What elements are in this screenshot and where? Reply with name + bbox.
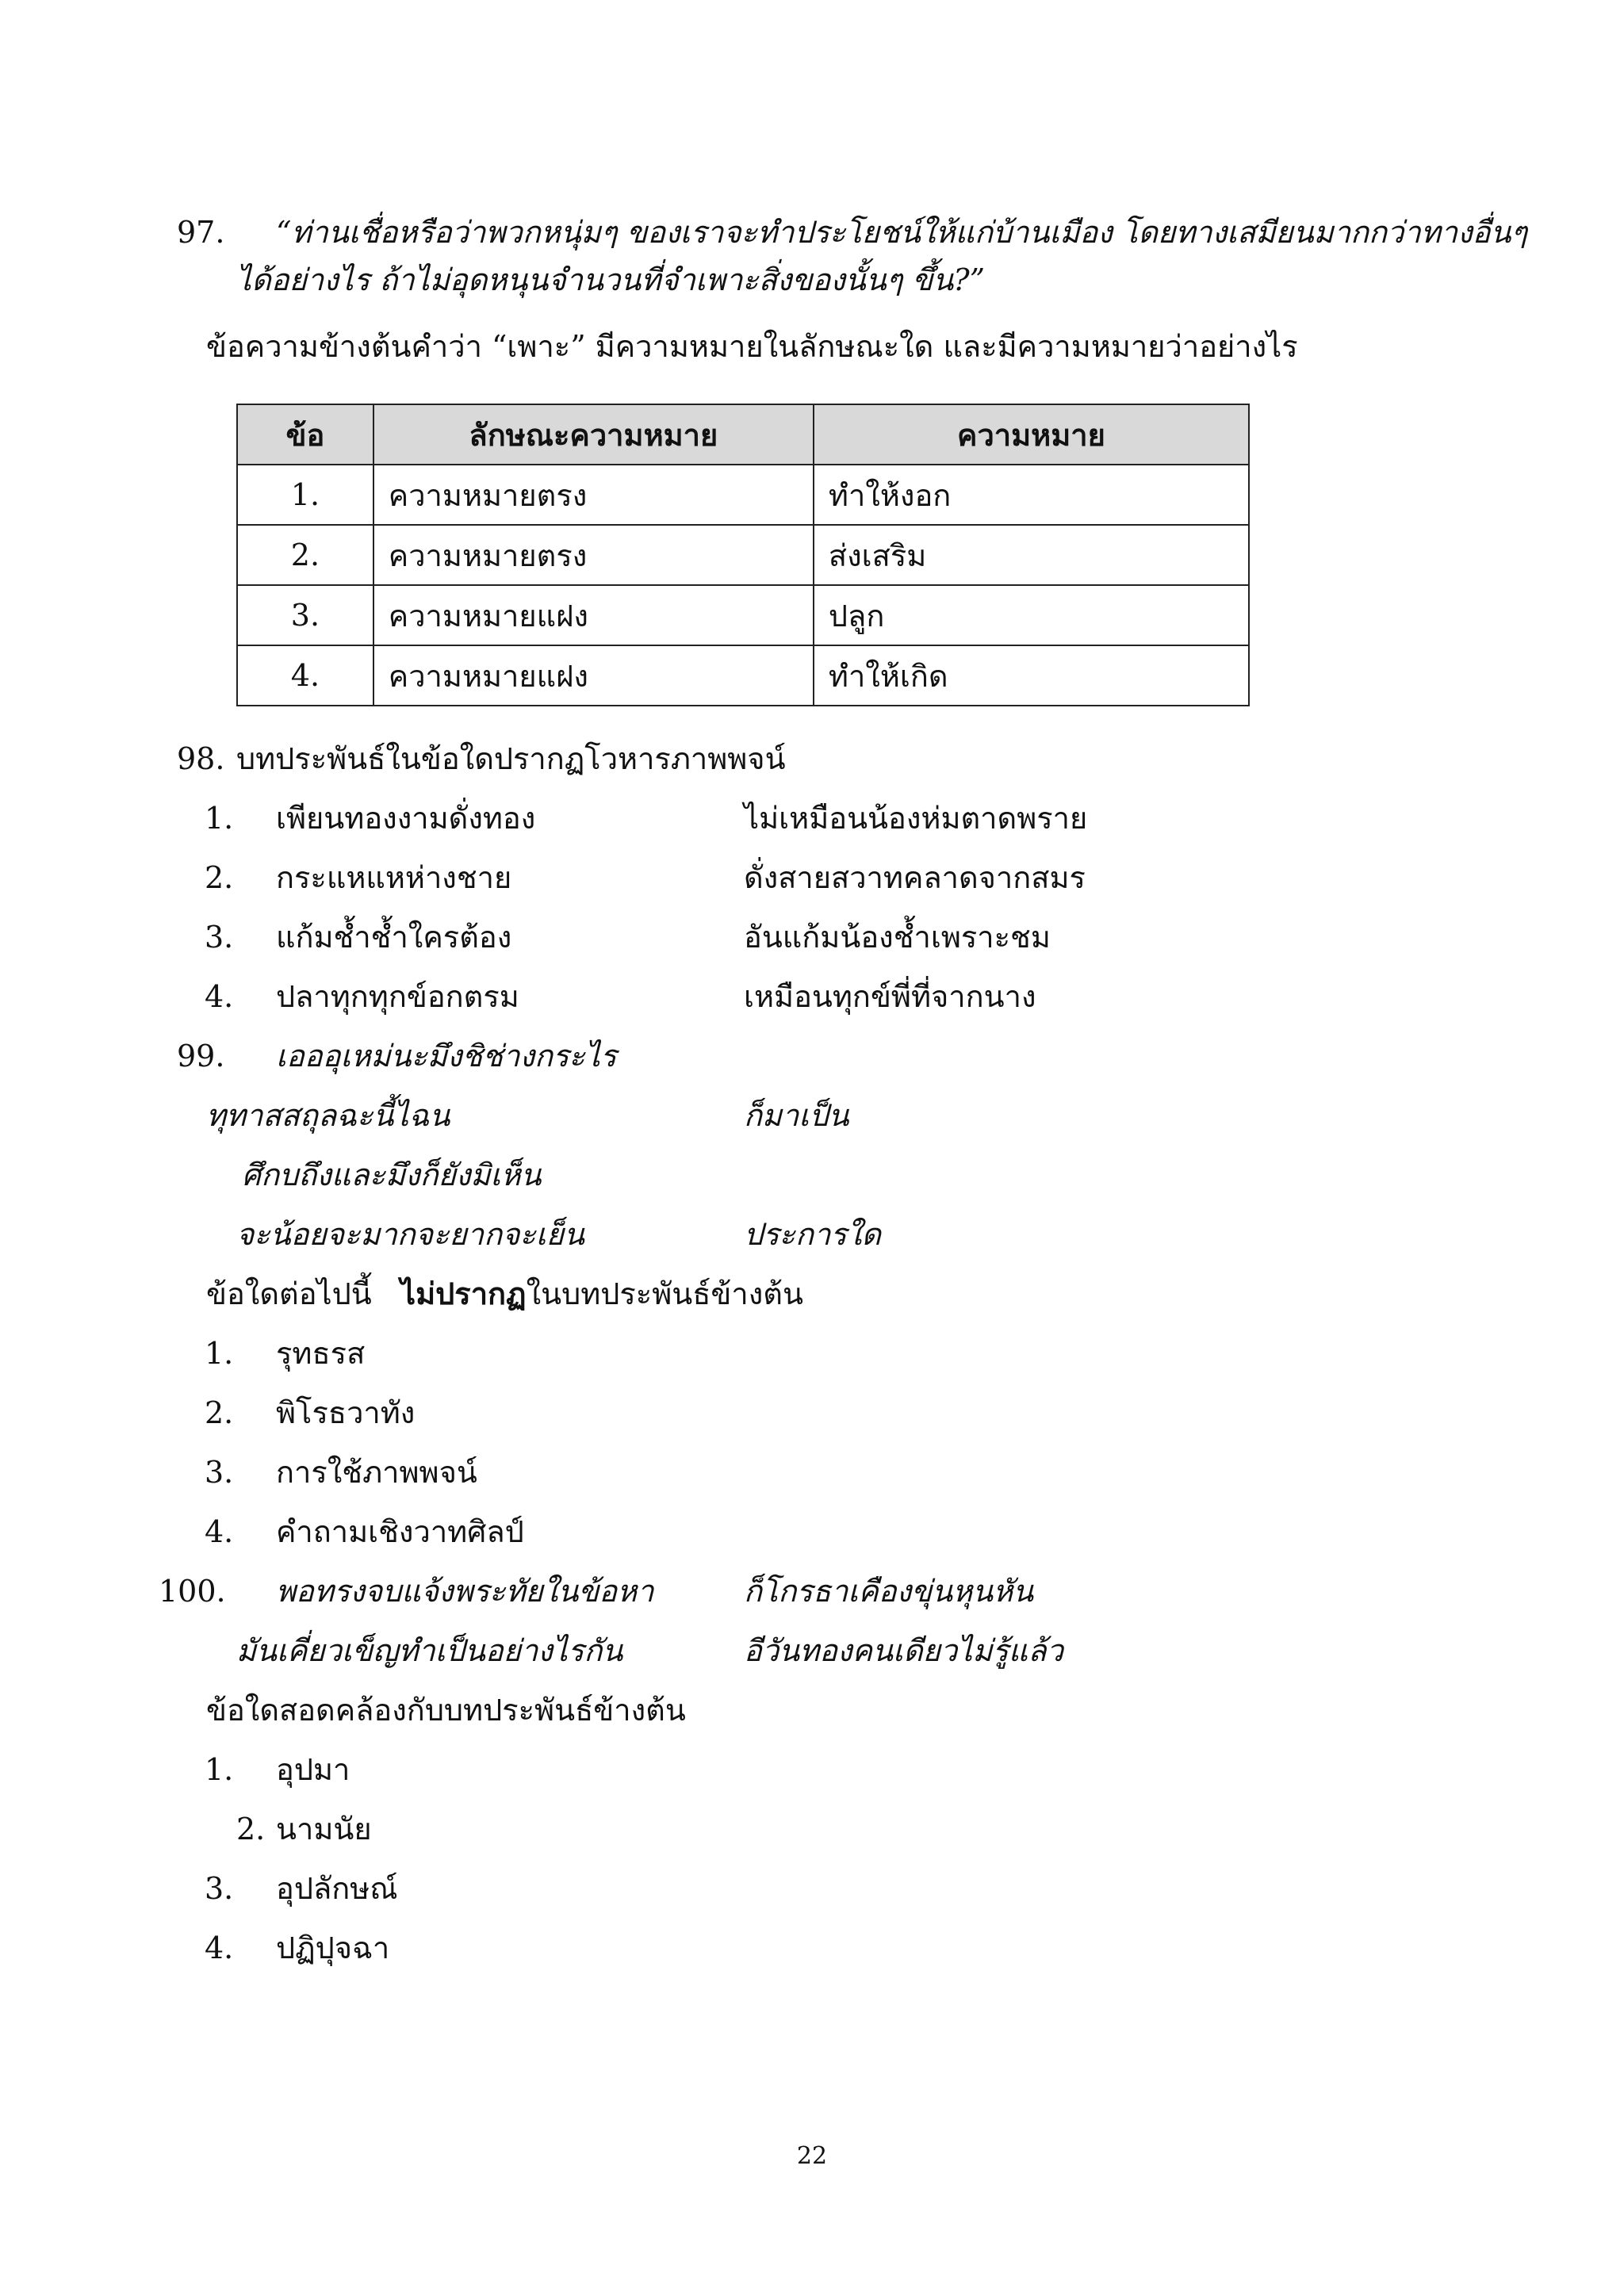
q99-poem-line2-left: ทุทาสสถุลฉะนี้ไฉน xyxy=(206,1098,450,1133)
cell-type: ความหมายแฝง xyxy=(373,585,814,645)
cell-item: 3. xyxy=(237,585,373,645)
option-left-verse: เพียนทองงามดั่งทอง xyxy=(276,801,536,836)
cell-type: ความหมายตรง xyxy=(373,525,814,585)
cell-item: 1. xyxy=(237,465,373,525)
option-number: 3. xyxy=(205,1871,234,1906)
table-row xyxy=(237,645,1249,706)
cell-type: ความหมายตรง xyxy=(373,465,814,525)
option-right-verse: ไม่เหมือนน้องห่มตาดพราย xyxy=(744,801,1088,836)
q99-question-emphasis: ไม่ปรากฏ xyxy=(400,1276,527,1311)
option-number: 2. xyxy=(205,860,234,895)
q99-question-post: ในบทประพันธ์ข้างต้น xyxy=(526,1276,803,1311)
q97-quote-line1: “ท่านเชื่อหรือว่าพวกหนุ่มๆ ของเราจะทำประโยชน์ให้แก่บ้านเมือง โดยทางเสมียนมากกว่าทางอื่นๆ xyxy=(276,215,1527,250)
q97-quote-line2: ได้อย่างไร ถ้าไม่อุดหนุนจำนวนที่จำเพาะสิ่งของนั้นๆ ขึ้น?” xyxy=(236,262,986,297)
option-left-verse: ปลาทุกทุกข์อกตรม xyxy=(276,979,519,1014)
cell-meaning: ทำให้เกิด xyxy=(814,645,1249,706)
option-right-verse: ดั่งสายสวาทคลาดจากสมร xyxy=(744,860,1086,895)
cell-meaning: ปลูก xyxy=(814,585,1249,645)
option-number: 3. xyxy=(205,1455,234,1490)
q99-question-pre: ข้อใดต่อไปนี้ xyxy=(206,1276,372,1311)
cell-item: 4. xyxy=(237,645,373,706)
option-text: รุทธรส xyxy=(276,1336,366,1371)
col-header-item: ข้อ xyxy=(237,404,373,465)
option-right-verse: เหมือนทุกข์พี่ที่จากนาง xyxy=(744,979,1036,1014)
table-row xyxy=(237,585,1249,645)
option-number: 4. xyxy=(205,979,234,1014)
option-text: คำถามเชิงวาทศิลป์ xyxy=(276,1514,524,1549)
option-text: การใช้ภาพพจน์ xyxy=(276,1455,477,1490)
q99-poem-line3: ศึกบถึงและมึงก็ยังมิเห็น xyxy=(242,1158,542,1192)
cell-meaning: ส่งเสริม xyxy=(814,525,1249,585)
table-row xyxy=(237,465,1249,525)
q99-poem-line4-right: ประการใด xyxy=(744,1217,881,1252)
q97-question: ข้อความข้างต้นคำว่า “เพาะ” มีความหมายในลักษณะใด และมีความหมายว่าอย่างไร xyxy=(206,329,1298,364)
table-header-row xyxy=(237,404,1249,465)
q99-number: 99. xyxy=(177,1039,225,1073)
option-text: อุปมา xyxy=(276,1752,350,1787)
option-text: ปฏิปุจฉา xyxy=(276,1931,390,1965)
q98-question: บทประพันธ์ในข้อใดปรากฏโวหารภาพพจน์ xyxy=(236,741,786,776)
q99-poem-line4-left: จะน้อยจะมากจะยากจะเย็น xyxy=(236,1217,585,1252)
option-text: อุปลักษณ์ xyxy=(276,1871,398,1906)
option-text: พิโรธวาทัง xyxy=(276,1395,416,1430)
q100-poem-line2-right: อีวันทองคนเดียวไม่รู้แล้ว xyxy=(744,1633,1063,1668)
col-header-meaning: ความหมาย xyxy=(814,404,1249,465)
option-number: 1. xyxy=(205,1752,234,1787)
q99-question xyxy=(206,1274,803,1314)
option-number: 4. xyxy=(205,1514,234,1549)
option-left-verse: แก้มช้ำช้ำใครต้อง xyxy=(276,920,512,955)
q100-poem-line1-right: ก็โกรธาเคืองขุ่นหุนหัน xyxy=(744,1574,1034,1609)
q97-number: 97. xyxy=(177,215,225,250)
col-header-type: ลักษณะความหมาย xyxy=(373,404,814,465)
cell-item: 2. xyxy=(237,525,373,585)
option-number: 1. xyxy=(205,801,234,836)
q100-number: 100. xyxy=(159,1574,226,1609)
q99-poem-line2-right: ก็มาเป็น xyxy=(744,1098,849,1133)
cell-meaning: ทำให้งอก xyxy=(814,465,1249,525)
table-row xyxy=(237,525,1249,585)
q97-answer-table xyxy=(236,404,1250,706)
page-number: 22 xyxy=(796,2142,828,2170)
cell-type: ความหมายแฝง xyxy=(373,645,814,706)
option-number: 2. xyxy=(205,1395,234,1430)
option-left-verse: กระแหแหห่างชาย xyxy=(276,860,512,895)
option-number: 1. xyxy=(205,1336,234,1371)
q100-question: ข้อใดสอดคล้องกับบทประพันธ์ข้างต้น xyxy=(206,1693,686,1728)
option-number: 3. xyxy=(205,920,234,955)
q100-poem-line1-left: พอทรงจบแจ้งพระทัยในข้อหา xyxy=(276,1574,654,1609)
q99-poem-line1: เอออุเหม่นะมึงชิช่างกระไร xyxy=(276,1039,617,1073)
q98-number: 98. xyxy=(177,741,225,776)
option-number: 2. xyxy=(236,1812,266,1846)
option-text: นามนัย xyxy=(276,1812,372,1846)
q100-poem-line2-left: มันเคี่ยวเข็ญทำเป็นอย่างไรกัน xyxy=(236,1633,623,1668)
option-right-verse: อันแก้มน้องช้ำเพราะชม xyxy=(744,920,1051,955)
option-number: 4. xyxy=(205,1931,234,1965)
